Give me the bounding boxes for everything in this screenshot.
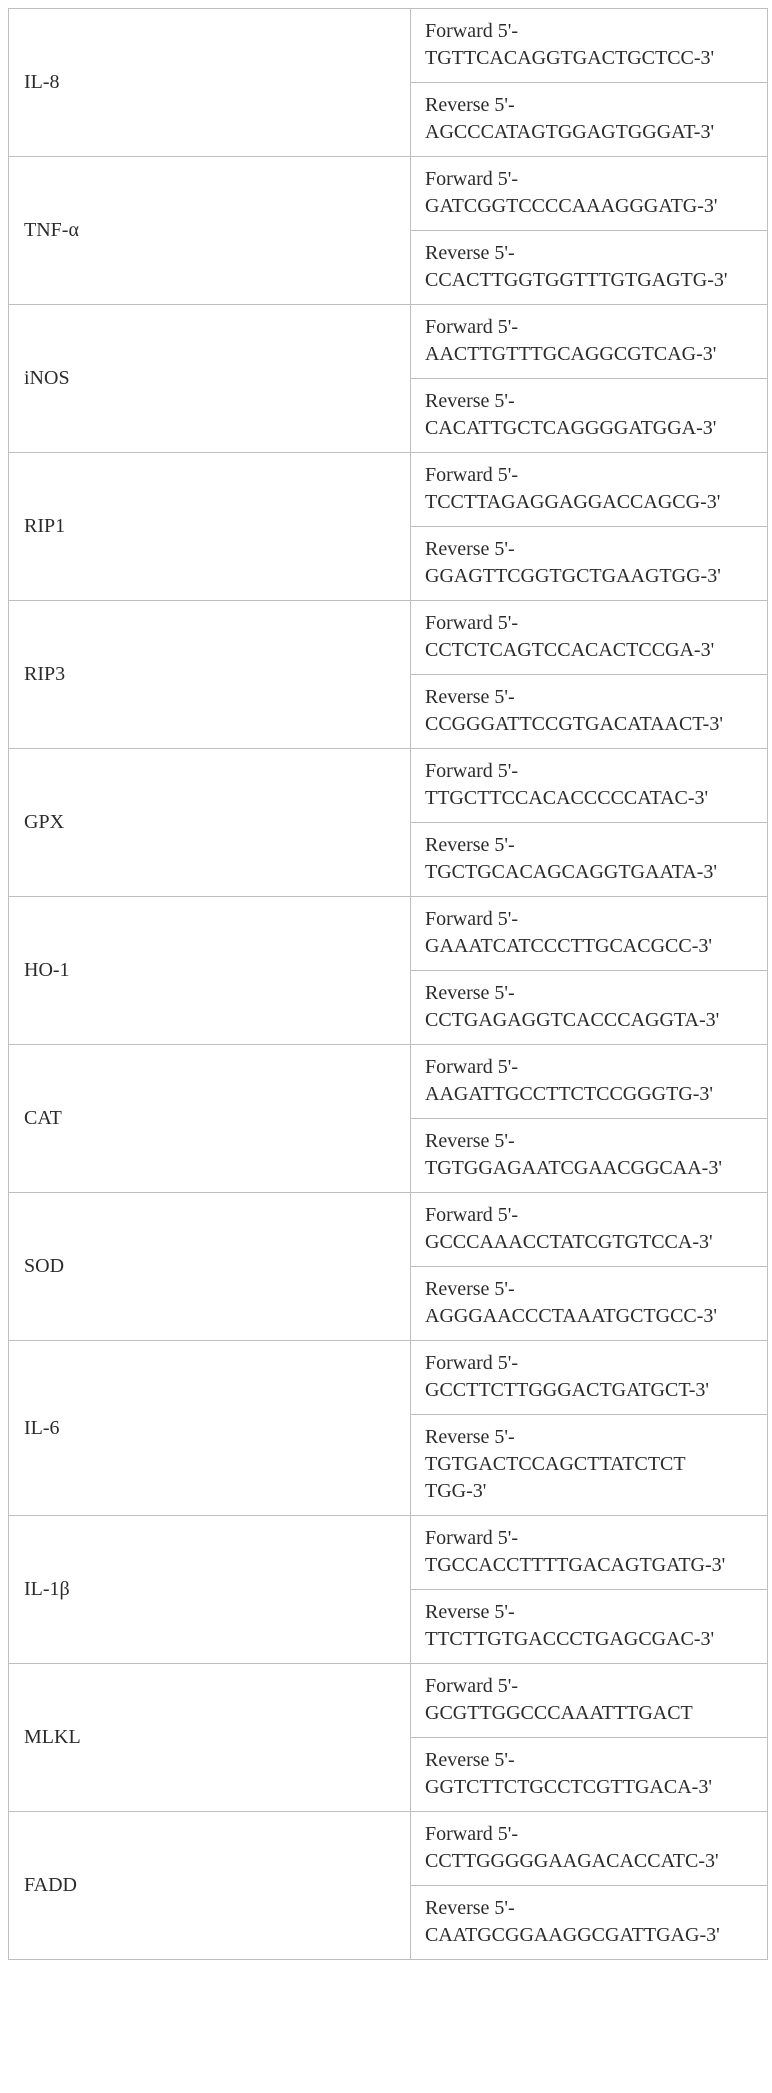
gene-name-cell: FADD [9, 1812, 411, 1960]
primer-sequence-line: GATCGGTCCCCAAAGGGATG-3' [425, 195, 718, 217]
gene-name-cell: IL-8 [9, 9, 411, 157]
forward-primer-cell [411, 1812, 768, 1886]
primer-sequence-line: CACATTGCTCAGGGGATGGA-3' [425, 417, 717, 439]
primer-sequence-line: Reverse 5'- [425, 686, 515, 708]
primer-sequence-line: Reverse 5'- [425, 982, 515, 1004]
primer-sequence-line: TTGCTTCCACACCCCCATAC-3' [425, 787, 709, 809]
forward-primer-cell [411, 305, 768, 379]
table-row [9, 897, 768, 971]
gene-name-cell: TNF-α [9, 157, 411, 305]
reverse-primer-cell [411, 1590, 768, 1664]
reverse-primer-cell [411, 1886, 768, 1960]
table-row [9, 9, 768, 83]
primer-sequence-line: Reverse 5'- [425, 390, 515, 412]
gene-name-cell: iNOS [9, 305, 411, 453]
primer-sequence-line: Forward 5'- [425, 168, 519, 190]
primer-sequence-line: AGCCCATAGTGGAGTGGGAT-3' [425, 121, 715, 143]
table-row [9, 1045, 768, 1119]
primer-sequence-line: GGTCTTCTGCCTCGTTGACA-3' [425, 1776, 712, 1798]
primer-sequence-line: TCCTTAGAGGAGGACCAGCG-3' [425, 491, 721, 513]
table-row [9, 1812, 768, 1886]
primer-sequence-line: GGAGTTCGGTGCTGAAGTGG-3' [425, 565, 721, 587]
gene-name-cell: CAT [9, 1045, 411, 1193]
forward-primer-cell [411, 453, 768, 527]
gene-name-cell: RIP1 [9, 453, 411, 601]
reverse-primer-cell [411, 1738, 768, 1812]
table-row [9, 1193, 768, 1267]
primer-sequence-line: TTCTTGTGACCCTGAGCGAC-3' [425, 1628, 715, 1650]
forward-primer-cell [411, 1193, 768, 1267]
forward-primer-cell [411, 1045, 768, 1119]
reverse-primer-cell [411, 1119, 768, 1193]
forward-primer-cell [411, 897, 768, 971]
gene-name-cell: MLKL [9, 1664, 411, 1812]
reverse-primer-cell [411, 231, 768, 305]
reverse-primer-cell [411, 823, 768, 897]
primer-sequence-line: AACTTGTTTGCAGGCGTCAG-3' [425, 343, 717, 365]
table-row [9, 453, 768, 527]
primer-table [8, 8, 768, 1960]
reverse-primer-cell [411, 971, 768, 1045]
primer-sequence-line: Reverse 5'- [425, 538, 515, 560]
reverse-primer-cell [411, 83, 768, 157]
primer-sequence-line: Reverse 5'- [425, 834, 515, 856]
forward-primer-cell [411, 9, 768, 83]
primer-sequence-line: Forward 5'- [425, 612, 519, 634]
reverse-primer-cell [411, 1415, 768, 1516]
primer-sequence-line: CCTCTCAGTCCACACTCCGA-3' [425, 639, 715, 661]
primer-sequence-line: CCGGGATTCCGTGACATAACT-3' [425, 713, 723, 735]
forward-primer-cell [411, 1516, 768, 1590]
gene-name-cell: IL-6 [9, 1341, 411, 1516]
primer-sequence-line: CCTTGGGGGAAGACACCATC-3' [425, 1850, 719, 1872]
forward-primer-cell [411, 157, 768, 231]
forward-primer-cell [411, 749, 768, 823]
primer-sequence-line: Forward 5'- [425, 20, 519, 42]
primer-sequence-line: TGTTCACAGGTGACTGCTCC-3' [425, 47, 715, 69]
table-row [9, 749, 768, 823]
primer-sequence-line: CAATGCGGAAGGCGATTGAG-3' [425, 1924, 720, 1946]
reverse-primer-cell [411, 675, 768, 749]
gene-name-cell: HO-1 [9, 897, 411, 1045]
primer-sequence-line: TGCCACCTTTTGACAGTGATG-3' [425, 1554, 726, 1576]
primer-sequence-line: AGGGAACCCTAAATGCTGCC-3' [425, 1305, 718, 1327]
forward-primer-cell [411, 1341, 768, 1415]
table-row [9, 157, 768, 231]
forward-primer-cell [411, 1664, 768, 1738]
primer-table-body [9, 9, 768, 1960]
primer-sequence-line: CCTGAGAGGTCACCCAGGTA-3' [425, 1009, 720, 1031]
primer-sequence-line: GAAATCATCCCTTGCACGCC-3' [425, 935, 712, 957]
table-row [9, 1341, 768, 1415]
primer-sequence-line: AAGATTGCCTTCTCCGGGTG-3' [425, 1083, 714, 1105]
primer-sequence-line: GCCTTCTTGGGACTGATGCT-3' [425, 1379, 709, 1401]
primer-sequence-line: Reverse 5'- [425, 1130, 515, 1152]
forward-primer-cell [411, 601, 768, 675]
primer-sequence-line: Reverse 5'- [425, 242, 515, 264]
gene-name-cell: GPX [9, 749, 411, 897]
primer-sequence-line: Forward 5'- [425, 1204, 519, 1226]
primer-sequence-line: Forward 5'- [425, 760, 519, 782]
primer-sequence-line: Reverse 5'- [425, 1749, 515, 1771]
table-row [9, 305, 768, 379]
primer-sequence-line: Reverse 5'- [425, 1601, 515, 1623]
reverse-primer-cell [411, 527, 768, 601]
gene-name-cell: SOD [9, 1193, 411, 1341]
primer-sequence-line: Forward 5'- [425, 464, 519, 486]
primer-sequence-line: Reverse 5'- [425, 1426, 515, 1448]
primer-sequence-line: Forward 5'- [425, 1352, 519, 1374]
primer-sequence-line: Reverse 5'- [425, 1278, 515, 1300]
primer-sequence-line: TGTGGAGAATCGAACGGCAA-3' [425, 1157, 722, 1179]
primer-sequence-line: TGCTGCACAGCAGGTGAATA-3' [425, 861, 717, 883]
primer-sequence-line: Forward 5'- [425, 908, 519, 930]
reverse-primer-cell [411, 379, 768, 453]
primer-sequence-line: TGG-3' [425, 1480, 487, 1502]
primer-sequence-line: CCACTTGGTGGTTTGTGAGTG-3' [425, 269, 728, 291]
primer-sequence-line: Forward 5'- [425, 1527, 519, 1549]
primer-sequence-line: GCGTTGGCCCAAATTTGACT [425, 1702, 693, 1724]
primer-sequence-line: GCCCAAACCTATCGTGTCCA-3' [425, 1231, 713, 1253]
reverse-primer-cell [411, 1267, 768, 1341]
primer-sequence-line: Forward 5'- [425, 1823, 519, 1845]
primer-sequence-line: Reverse 5'- [425, 94, 515, 116]
primer-sequence-line: Reverse 5'- [425, 1897, 515, 1919]
table-row [9, 601, 768, 675]
primer-sequence-line: Forward 5'- [425, 1056, 519, 1078]
gene-name-cell: RIP3 [9, 601, 411, 749]
primer-sequence-line: TGTGACTCCAGCTTATCTCT [425, 1453, 686, 1475]
table-row [9, 1664, 768, 1738]
primer-sequence-line: Forward 5'- [425, 1675, 519, 1697]
primer-sequence-line: Forward 5'- [425, 316, 519, 338]
gene-name-cell: IL-1β [9, 1516, 411, 1664]
table-row [9, 1516, 768, 1590]
